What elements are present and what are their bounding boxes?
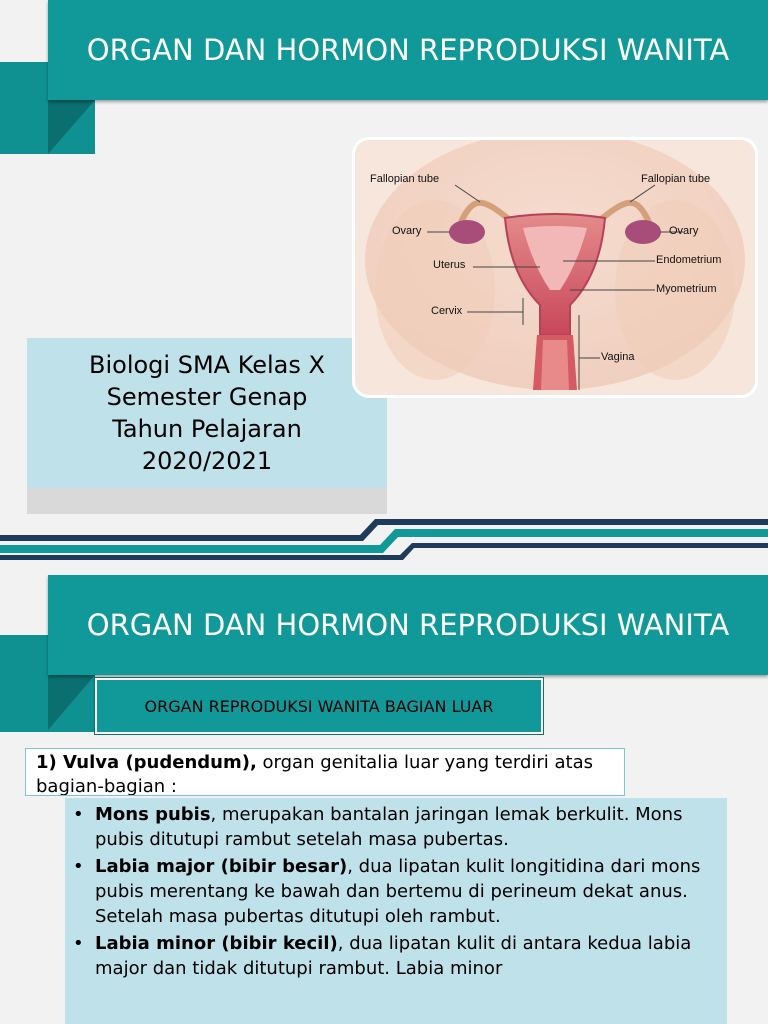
vulva-intro-box xyxy=(25,748,625,796)
subtitle-line-2: Semester Genap xyxy=(106,383,308,411)
slide-2 xyxy=(0,560,768,1024)
list-item-mons-pubis: • Mons pubis, merupakan bantalan jaringan lemak berkulit. Mons pubis ditutupi rambut setelah masa pubertas. xyxy=(95,802,709,852)
subtitle-box xyxy=(27,338,387,488)
label-endometrium: Endometrium xyxy=(656,254,722,266)
label-fallopian-tube-left: Fallopian tube xyxy=(370,173,440,185)
title-fold-shadow-2 xyxy=(48,675,95,730)
decorative-stripes xyxy=(0,515,768,560)
subtitle-shadow xyxy=(27,488,387,514)
subtitle-line-4: 2020/2021 xyxy=(141,447,273,475)
label-fallopian-tube-right: Fallopian tube xyxy=(641,173,711,185)
label-ovary-right: Ovary xyxy=(669,225,699,237)
label-cervix: Cervix xyxy=(431,305,463,317)
subtitle-line-1: Biologi SMA Kelas X xyxy=(89,351,325,379)
vulva-parts-list xyxy=(65,798,727,1024)
label-uterus: Uterus xyxy=(433,259,466,271)
slide-1-title: ORGAN DAN HORMON REPRODUKSI WANITA xyxy=(48,0,768,100)
label-myometrium: Myometrium xyxy=(656,283,717,295)
vulva-term: 1) Vulva (pudendum), xyxy=(36,752,257,773)
list-item-labia-major: • Labia major (bibir besar), dua lipatan kulit longitidina dari mons pubis merentang ke bawah dan bertemu di perineum dekat anus. Setelah masa pubertas ditutupi oleh rambut. xyxy=(95,854,709,929)
list-item-labia-minor: • Labia minor (bibir kecil), dua lipatan kulit di antara kedua labia major dan tidak ditutupi rambut. Labia minor xyxy=(95,931,709,981)
title-fold-shadow xyxy=(48,100,95,154)
section-subheading: ORGAN REPRODUKSI WANITA BAGIAN LUAR xyxy=(95,678,543,734)
slide-2-title: ORGAN DAN HORMON REPRODUKSI WANITA xyxy=(48,575,768,675)
subtitle-line-3: Tahun Pelajaran xyxy=(112,415,302,443)
label-vagina: Vagina xyxy=(601,351,635,363)
label-ovary-left: Ovary xyxy=(392,225,422,237)
reproductive-anatomy-figure xyxy=(355,140,755,395)
vulva-description: organ genitalia luar yang terdiri atas bagian-bagian : xyxy=(36,752,594,796)
